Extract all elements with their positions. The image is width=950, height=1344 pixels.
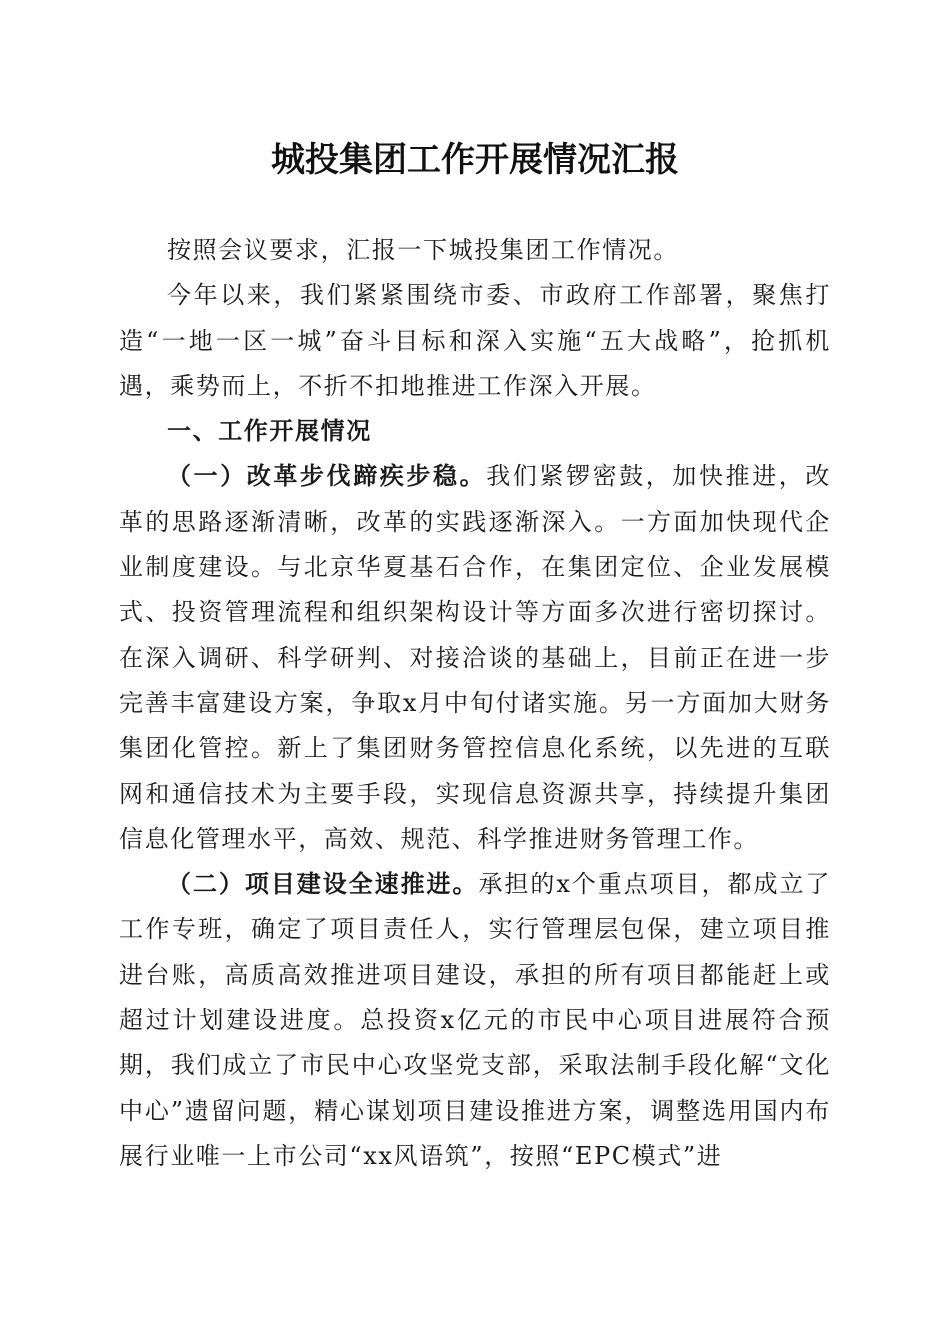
item-1-lead: （一）改革步伐蹄疾步稳。 [167, 462, 487, 491]
section-heading: 一、工作开展情况 [167, 417, 372, 446]
document-body [119, 228, 831, 1179]
item-2-lead: （二）项目建设全速推进。 [167, 870, 479, 899]
overview-paragraph: 今年以来，我们紧紧围绕市委、市政府工作部署，聚焦打造“一地一区一城”奋斗目标和深入实施“五大战略”，抢抓机遇，乘势而上，不折不扣地推进工作深入开展。 [119, 281, 831, 400]
item-2-paragraph [119, 862, 831, 1179]
item-1-paragraph [119, 454, 831, 862]
item-2-text: 承担的x个重点项目，都成立了工作专班，确定了项目责任人，实行管理层包保，建立项目推进台账，高质高效推进项目建设，承担的所有项目都能赶上或超过计划建设进度。总投资x亿元的市民中心项目进展符合预期，我们成立了市民中心攻坚党支部，采取法制手段化解“文化中心”遗留问题，精心谋划项目建设推进方案，调整选用国内布展行业唯一上市公司“xx风语筑”，按照“EPC模式”进 [119, 870, 831, 1170]
document-title: 城投集团工作开展情况汇报 [271, 140, 679, 180]
intro-paragraph: 按照会议要求，汇报一下城投集团工作情况。 [167, 236, 679, 264]
item-1-text: 我们紧锣密鼓，加快推进，改革的思路逐渐清晰，改革的实践逐渐深入。一方面加快现代企业制度建设。与北京华夏基石合作，在集团定位、企业发展模式、投资管理流程和组织架构设计等方面多次进行密切探讨。在深入调研、科学研判、对接洽谈的基础上，目前正在进一步完善丰富建设方案，争取x月中旬付诸实施。另一方面加大财务集团化管控。新上了集团财务管控信息化系统，以先进的互联网和通信技术为主要手段，实现信息资源共享，持续提升集团信息化管理水平，高效、规范、科学推进财务管理工作。 [119, 462, 831, 853]
